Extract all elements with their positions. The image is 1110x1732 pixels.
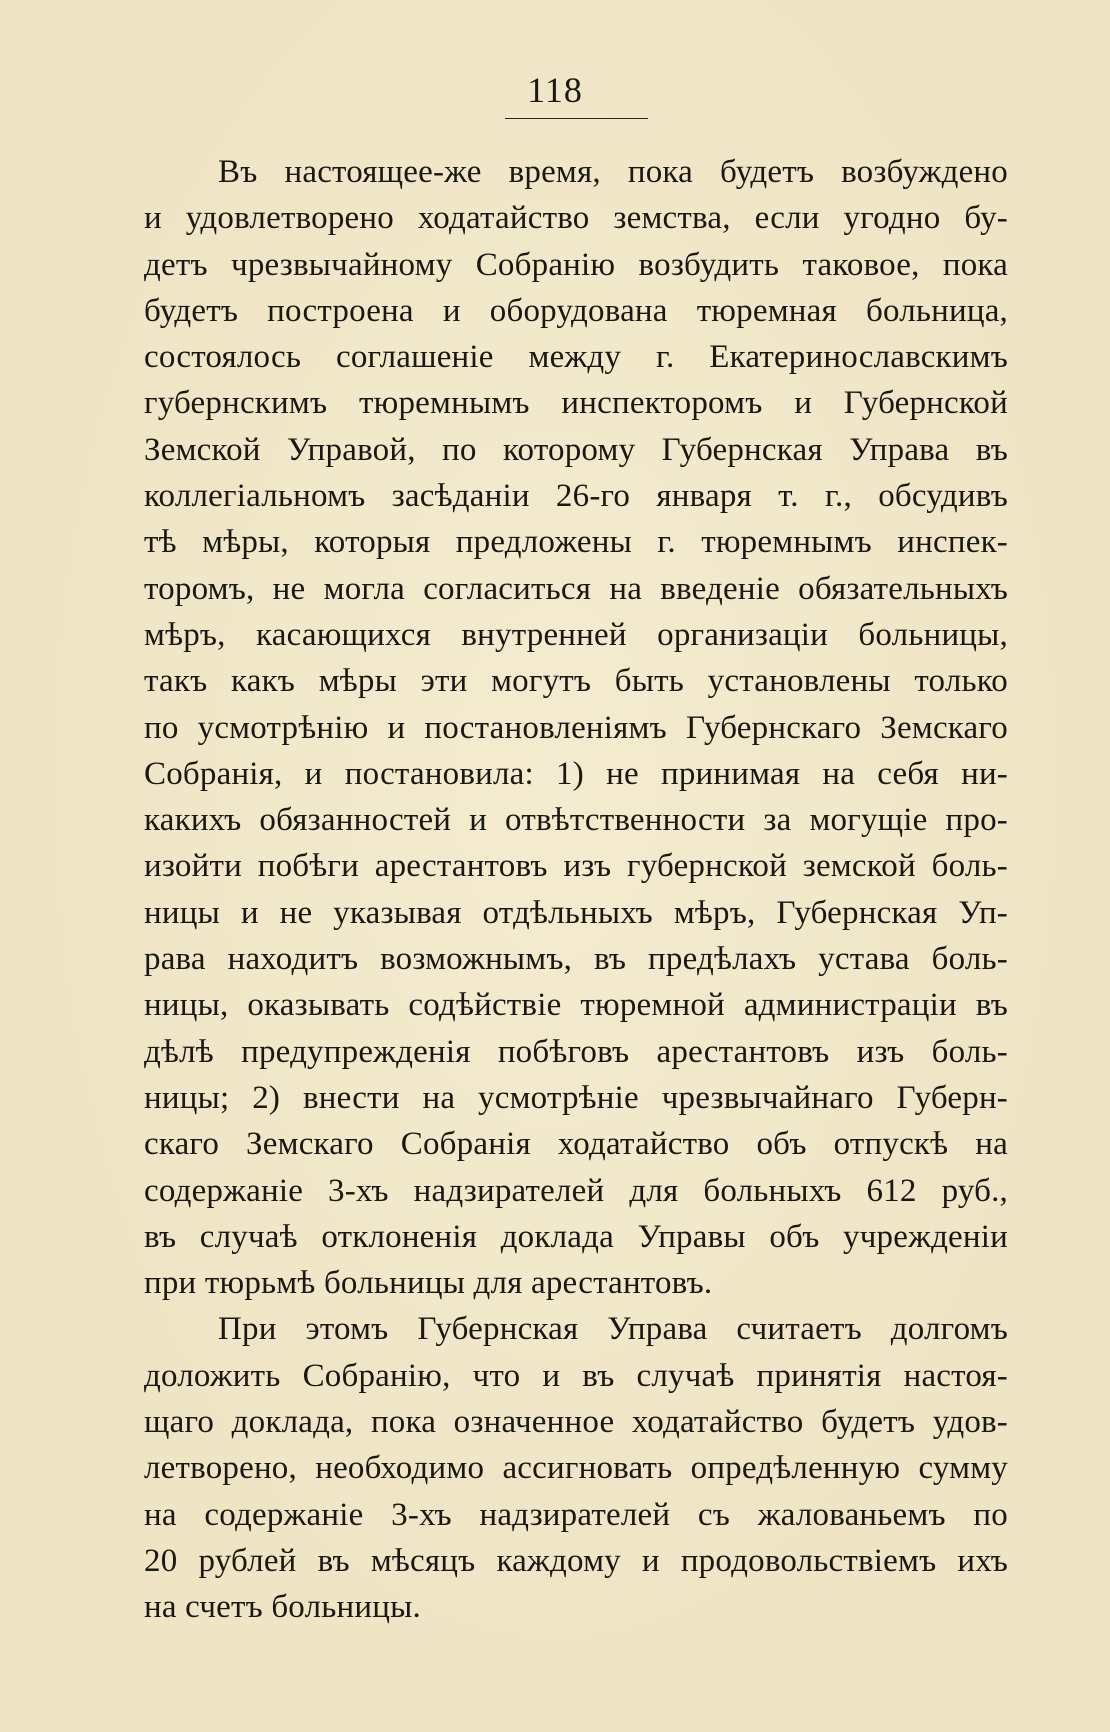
text-line: При этомъ Губернская Управа считаетъ долгомъ <box>218 1311 1008 1348</box>
paragraph-2 <box>144 1306 1008 1630</box>
text-line: ницы и не указывая отдѣльныхъ мѣръ, Губернская Уп- <box>144 894 1008 931</box>
text-line: такъ какъ мѣры эти могутъ быть установлены только <box>144 663 1008 700</box>
text-line: Собранія, и постановила: 1) не принимая на себя ни- <box>144 755 1008 792</box>
text-line: рава находитъ возможнымъ, въ предѣлахъ устава боль- <box>144 941 1008 978</box>
text-line: летворено, необходимо ассигновать опредѣленную сумму <box>144 1450 1008 1487</box>
text-line: доложить Собранію, что и въ случаѣ принятія настоя- <box>144 1357 1008 1394</box>
text-line: ницы, оказывать содѣйствіе тюремной администраціи въ <box>144 987 1008 1024</box>
text-line: щаго доклада, пока означенное ходатайство будетъ удов- <box>144 1404 1008 1441</box>
text-line: тѣ мѣры, которыя предложены г. тюремнымъ инспек- <box>144 524 1008 561</box>
text-line: Земской Управой, по которому Губернская Управа въ <box>144 431 1008 468</box>
body-text <box>144 149 1008 1631</box>
header-rule <box>505 118 648 119</box>
text-line: содержаніе 3-хъ надзирателей для больныхъ 612 руб., <box>144 1172 1008 1209</box>
text-line: торомъ, не могла согласиться на введеніе обязательныхъ <box>144 570 1008 607</box>
text-line: скаго Земскаго Собранія ходатайство объ отпускѣ на <box>144 1126 1008 1163</box>
text-line: при тюрьмѣ больницы для арестантовъ. <box>144 1265 713 1302</box>
text-line: ницы; 2) внести на усмотрѣніе чрезвычайнаго Губерн- <box>144 1079 1008 1116</box>
text-line: коллегіальномъ засѣданіи 26-го января т. г., обсудивъ <box>144 478 1008 515</box>
text-line: на счетъ больницы. <box>144 1589 421 1626</box>
text-line: и удовлетворено ходатайство земства, если угодно бу- <box>144 200 1008 237</box>
paragraph-1 <box>144 149 1008 1306</box>
text-line: 20 рублей въ мѣсяцъ каждому и продовольствіемъ ихъ <box>144 1542 1008 1579</box>
text-line: по усмотрѣнію и постановленіямъ Губернскаго Земскаго <box>144 709 1008 746</box>
text-line: губернскимъ тюремнымъ инспекторомъ и Губернской <box>144 385 1008 422</box>
text-line: въ случаѣ отклоненія доклада Управы объ учрежденіи <box>144 1218 1008 1255</box>
text-line: дѣлѣ предупрежденія побѣговъ арестантовъ изъ боль- <box>144 1033 1008 1070</box>
text-line: детъ чрезвычайному Собранію возбудить таковое, пока <box>144 246 1008 283</box>
text-line: какихъ обязанностей и отвѣтственности за могущіе про- <box>144 802 1008 839</box>
text-line: на содержаніе 3-хъ надзирателей съ жалованьемъ по <box>144 1496 1008 1533</box>
text-line: мѣръ, касающихся внутренней организаціи больницы, <box>144 616 1008 653</box>
text-line: Въ настоящее-же время, пока будетъ возбуждено <box>218 154 1008 190</box>
page-number: 118 <box>527 70 583 110</box>
text-line: состоялось соглашеніе между г. Екатеринославскимъ <box>144 339 1008 376</box>
text-line: изойти побѣги арестантовъ изъ губернской земской боль- <box>144 848 1008 885</box>
text-line: будетъ построена и оборудована тюремная больница, <box>144 292 1008 329</box>
